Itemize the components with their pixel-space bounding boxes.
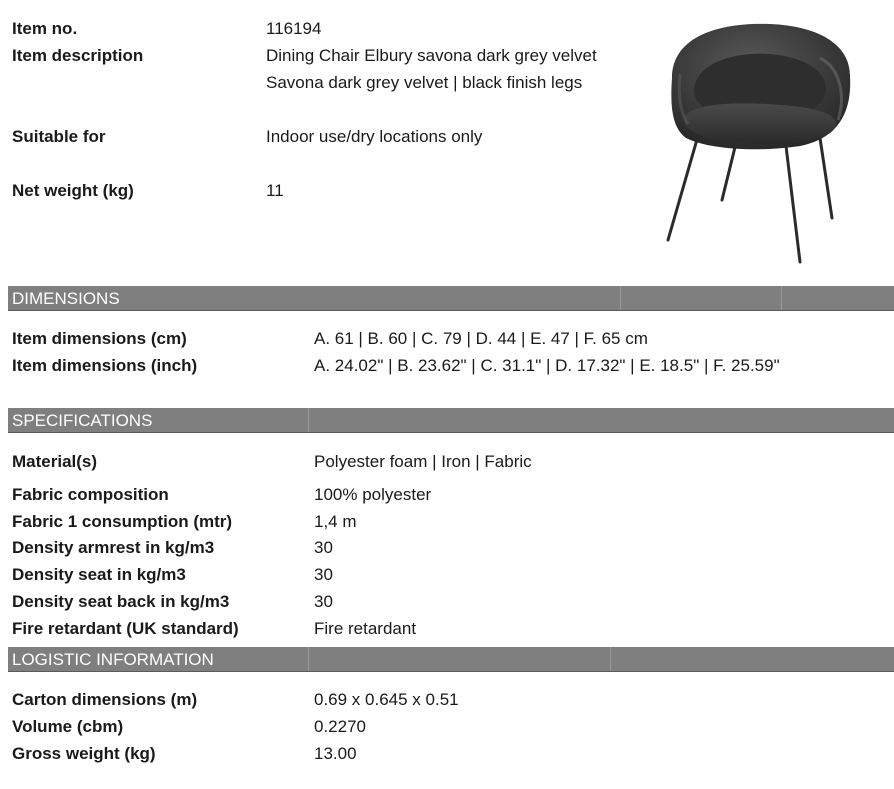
logistic-value: 0.69 x 0.645 x 0.51 — [314, 690, 459, 709]
divider — [610, 647, 611, 671]
spec-value: 30 — [314, 538, 333, 557]
suitable-for-label: Suitable for — [12, 127, 106, 146]
spec-value: Polyester foam | Iron | Fabric — [314, 452, 532, 471]
section-header-logistic — [8, 647, 894, 672]
spec-label: Density armrest in kg/m3 — [12, 538, 215, 557]
product-image-chair — [650, 18, 860, 270]
spec-label: Material(s) — [12, 452, 98, 471]
item-description-value-line2: Savona dark grey velvet | black finish legs — [266, 73, 583, 92]
section-title: SPECIFICATIONS — [12, 411, 153, 430]
section-title: DIMENSIONS — [12, 289, 120, 308]
item-description-value: Dining Chair Elbury savona dark grey velvet — [266, 46, 597, 65]
item-dimensions-cm-label: Item dimensions (cm) — [12, 329, 187, 348]
spec-value: 30 — [314, 565, 333, 584]
divider — [308, 408, 309, 432]
item-dimensions-inch-value: A. 24.02" | B. 23.62" | C. 31.1" | D. 17.32" | E. 18.5" | F. 25.59" — [314, 356, 780, 375]
divider — [308, 647, 309, 671]
spec-value: 30 — [314, 592, 333, 611]
spec-label: Fabric 1 consumption (mtr) — [12, 512, 233, 531]
spec-value: 100% polyester — [314, 485, 432, 504]
net-weight-label: Net weight (kg) — [12, 181, 134, 200]
section-title: LOGISTIC INFORMATION — [12, 650, 214, 669]
spec-label: Fire retardant (UK standard) — [12, 619, 239, 638]
logistic-value: 0.2270 — [314, 717, 366, 736]
suitable-for-value: Indoor use/dry locations only — [266, 127, 483, 146]
divider — [620, 286, 621, 310]
item-dimensions-cm-value: A. 61 | B. 60 | C. 79 | D. 44 | E. 47 | F. 65 cm — [314, 329, 648, 348]
item-no-label: Item no. — [12, 19, 78, 38]
spec-value: Fire retardant — [314, 619, 417, 638]
divider — [781, 286, 782, 310]
logistic-label: Carton dimensions (m) — [12, 690, 198, 709]
net-weight-value: 11 — [266, 181, 284, 200]
section-header-dimensions — [8, 286, 894, 311]
item-no-value: 116194 — [266, 19, 322, 38]
spec-label: Density seat in kg/m3 — [12, 565, 186, 584]
item-description-label: Item description — [12, 46, 144, 65]
logistic-value: 13.00 — [314, 744, 357, 763]
logistic-label: Volume (cbm) — [12, 717, 124, 736]
spec-label: Fabric composition — [12, 485, 169, 504]
item-dimensions-inch-label: Item dimensions (inch) — [12, 356, 198, 375]
spec-label: Density seat back in kg/m3 — [12, 592, 230, 611]
spec-value: 1,4 m — [314, 512, 357, 531]
section-header-specifications — [8, 408, 894, 433]
logistic-label: Gross weight (kg) — [12, 744, 156, 763]
